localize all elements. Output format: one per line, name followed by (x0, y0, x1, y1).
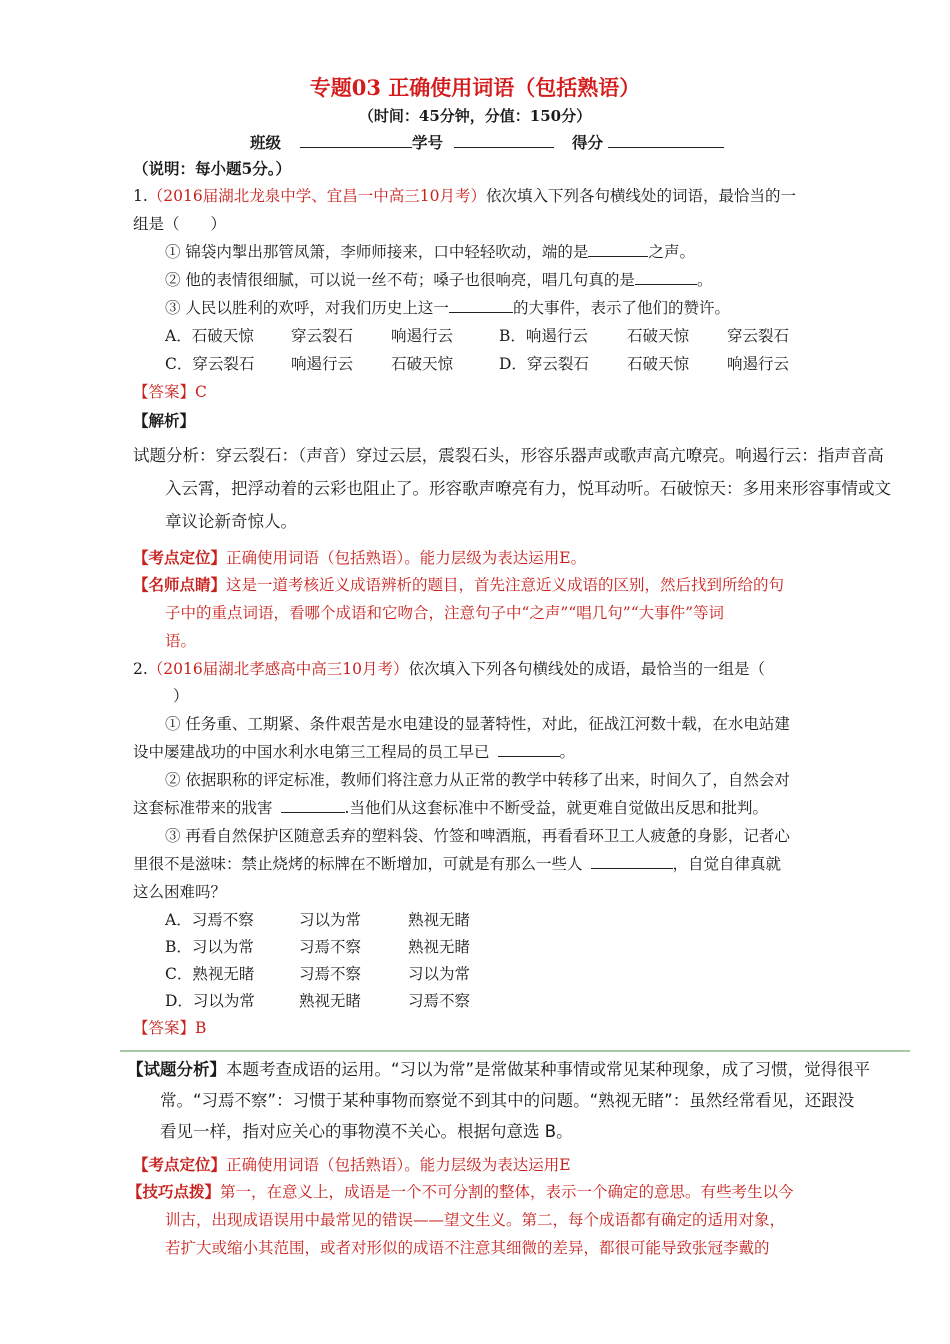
number-label: 学号 (412, 133, 444, 152)
note: （说明：每小题5分。） (133, 159, 292, 178)
class-label: 班级 (250, 133, 282, 152)
q1-s2-end: 。 (696, 271, 713, 289)
q1-option-d-3: 响遏行云 (727, 355, 790, 373)
q2-jiqiao-line2: 训古，出现成语误用中最常见的错误——望文生义。第二，每个成语都有确定的适用对象， (165, 1211, 786, 1229)
page-title: 专题03 正确使用词语（包括熟语） (309, 75, 641, 100)
q2-kaodian-tag: 【考点定位】 (133, 1155, 227, 1174)
q2-option-b-2: 习焉不察 (299, 938, 362, 956)
q1-s2-text: ② 他的表情很细腻，可以说一丝不苟；嗓子也很响亮，唱几句真的是 (165, 271, 635, 289)
q1-s1-blank (588, 242, 648, 257)
q2-number: 2. (133, 660, 148, 678)
q1-kaodian-tag: 【考点定位】 (133, 548, 227, 567)
q1-analysis-line3: 章议论新奇惊人。 (165, 512, 297, 531)
score-blank (608, 133, 724, 148)
number-field (412, 132, 554, 154)
q2-para3-line3: 这么困难吗？ (133, 883, 227, 901)
q2-p2-blank (281, 798, 345, 813)
q2-jiqiao-line1: 第一，在意义上，成语是一个不可分割的整体，表示一个确定的意思。有些考生以今 (220, 1183, 794, 1201)
q2-answer-value: B (195, 1019, 207, 1037)
q1-stem-line1 (133, 185, 796, 207)
q2-stem-line1 (133, 658, 765, 680)
q1-s3-blank (449, 298, 513, 313)
q2-option-a-2: 习以为常 (299, 911, 362, 929)
q1-option-d-2: 石破天惊 (627, 355, 690, 373)
q2-option-d-1: D．习以为常 (165, 992, 255, 1010)
q2-option-a-1: A．习焉不察 (165, 911, 254, 929)
q1-option-a-1: A．石破天惊 (165, 327, 254, 345)
q1-stem-a: 依次填入下列各句横线处的词语，最恰当的一 (485, 187, 796, 205)
q2-p1-text: 设中屡建战功的中国水利水电第三工程局的员工早已 (133, 743, 490, 761)
q2-answer-tag: 【答案】 (133, 1019, 196, 1037)
q1-mingshi (133, 574, 784, 596)
q2-jiqiao-tag: 【技巧点拨】 (127, 1182, 221, 1201)
q2-source: （2016届湖北孝感高中高三10月考） (147, 660, 409, 678)
q2-analysis-line1 (127, 1058, 870, 1082)
q1-sentence-2 (165, 269, 712, 291)
q2-option-c-3: 习以为常 (408, 965, 471, 983)
score-label: 得分 (572, 133, 604, 152)
q2-p1-end: 。 (559, 743, 576, 761)
q2-analysis-line2: 常。“习焉不察”：习惯于某种事物而察觉不到其中的问题。“熟视无睹”：虽然经常看见，还跟没 (160, 1091, 855, 1110)
q1-sentence-3 (165, 297, 730, 319)
q1-s3-end: 的大事件，表示了他们的赞许。 (512, 299, 730, 317)
q1-option-d-1: D．穿云裂石 (499, 355, 589, 373)
q1-mingshi-line1: 这是一道考核近义成语辨析的题目，首先注意近义成语的区别，然后找到所给的句 (226, 576, 785, 594)
q2-p3-blank (591, 854, 673, 869)
q2-option-a-3: 熟视无睹 (408, 911, 471, 929)
q1-number: 1. (133, 187, 148, 205)
q2-para1-line1: ① 任务重、工期紧、条件艰苦是水电建设的显著特性，对此，征战江河数十载，在水电站建 (165, 715, 790, 733)
q1-option-b-2: 石破天惊 (627, 327, 690, 345)
class-field (250, 132, 412, 154)
q1-analysis-line1: 试题分析：穿云裂石：（声音）穿过云层，震裂石头，形容乐器声或歌声高亢嘹亮。响遏行云：指声音高 (133, 446, 884, 465)
q2-option-d-3: 习焉不察 (408, 992, 471, 1010)
number-blank (454, 133, 554, 148)
q1-answer-value: C (195, 383, 207, 401)
q2-jiqiao-line3: 若扩大或缩小其范围，或者对形似的成语不注意其细微的差异，都很可能导致张冠李戴的 (165, 1239, 770, 1257)
q1-mingshi-line3: 语。 (165, 632, 197, 650)
q1-mingshi-tag: 【名师点睛】 (133, 575, 227, 594)
q2-p3-text: 里很不是滋味：禁止烧烤的标牌在不断增加，可就是有那么一些人 (133, 855, 583, 873)
q1-option-c-2: 响遏行云 (291, 355, 354, 373)
q1-option-c-3: 石破天惊 (391, 355, 454, 373)
q2-para1-line2 (133, 741, 575, 763)
q2-p2-text: 这套标准带来的戕害 (133, 799, 273, 817)
q2-option-d-2: 熟视无睹 (299, 992, 362, 1010)
q2-p1-blank (498, 742, 560, 757)
q2-para2-line2 (133, 797, 768, 819)
q1-option-c-1: C．穿云裂石 (165, 355, 255, 373)
q2-stem-a: 依次填入下列各句横线处的成语，最恰当的一组是（ (408, 660, 765, 678)
q2-option-b-3: 熟视无睹 (408, 938, 471, 956)
q1-analysis-tag: 【解析】 (133, 411, 196, 430)
q2-answer (133, 1017, 206, 1039)
q1-stem-b: 组是（ ） (133, 215, 227, 233)
q2-analysis-tag: 【试题分析】 (127, 1060, 226, 1079)
q1-s1-text: ① 锦袋内掣出那管凤箫，李师师接来，口中轻轻吹动，端的是 (165, 243, 589, 261)
q2-analysis-text1: 本题考查成语的运用。“习以为常”是常做某种事情或常见某种现象，成了习惯，觉得很平 (226, 1060, 871, 1079)
q2-para3-line1: ③ 再看自然保护区随意丢弃的塑料袋、竹签和啤酒瓶，再看看环卫工人疲惫的身影，记者心 (165, 827, 790, 845)
q1-answer (133, 381, 207, 403)
exam-time-score: （时间：45分钟，分值：150分） (358, 107, 592, 125)
q2-jiqiao (127, 1181, 794, 1203)
q2-analysis-line3: 看见一样，指对应关心的事物漠不关心。根据句意选 B。 (160, 1122, 573, 1141)
q1-kaodian-text: 正确使用词语（包括熟语）。能力层级为表达运用E。 (226, 549, 587, 567)
q1-answer-tag: 【答案】 (133, 383, 196, 401)
q1-option-b-1: B．响遏行云 (499, 327, 588, 345)
section-divider (120, 1050, 910, 1052)
q1-option-a-2: 穿云裂石 (291, 327, 354, 345)
score-field (572, 132, 724, 154)
q1-s3-text: ③ 人民以胜利的欢呼，对我们历史上这一 (165, 299, 449, 317)
q2-kaodian (133, 1154, 571, 1176)
class-blank (300, 133, 412, 148)
q1-option-b-3: 穿云裂石 (727, 327, 790, 345)
q1-s1-end: 之声。 (648, 243, 695, 261)
q2-option-c-1: C．熟视无睹 (165, 965, 255, 983)
q1-sentence-1 (165, 241, 695, 263)
q1-analysis-line2: 入云霄，把浮动着的云彩也阻止了。形容歌声嘹亮有力，悦耳动听。石破惊天：多用来形容事情或文 (165, 479, 891, 498)
q2-p2-end: .当他们从这套标准中不断受益，就更难自觉做出反思和批判。 (344, 799, 768, 817)
q1-option-a-3: 响遏行云 (391, 327, 454, 345)
q1-mingshi-line2: 子中的重点词语，看哪个成语和它吻合，注意句子中“之声”“唱几句”“大事件”等词 (165, 604, 725, 622)
q1-s2-blank (635, 270, 697, 285)
q2-p3-end: ，自觉自律真就 (672, 855, 782, 873)
q2-kaodian-text: 正确使用词语（包括熟语）。能力层级为表达运用E (226, 1156, 571, 1174)
q2-para3-line2 (133, 853, 781, 875)
q2-para2-line1: ② 依据职称的评定标准，教师们将注意力从正常的教学中转移了出来，时间久了，自然会对 (165, 771, 790, 789)
q1-source: （2016届湖北龙泉中学、宜昌一中高三10月考） (147, 187, 486, 205)
q2-option-c-2: 习焉不察 (299, 965, 362, 983)
q2-stem-b: ） (173, 687, 189, 705)
q2-option-b-1: B．习以为常 (165, 938, 254, 956)
q1-kaodian (133, 547, 586, 569)
